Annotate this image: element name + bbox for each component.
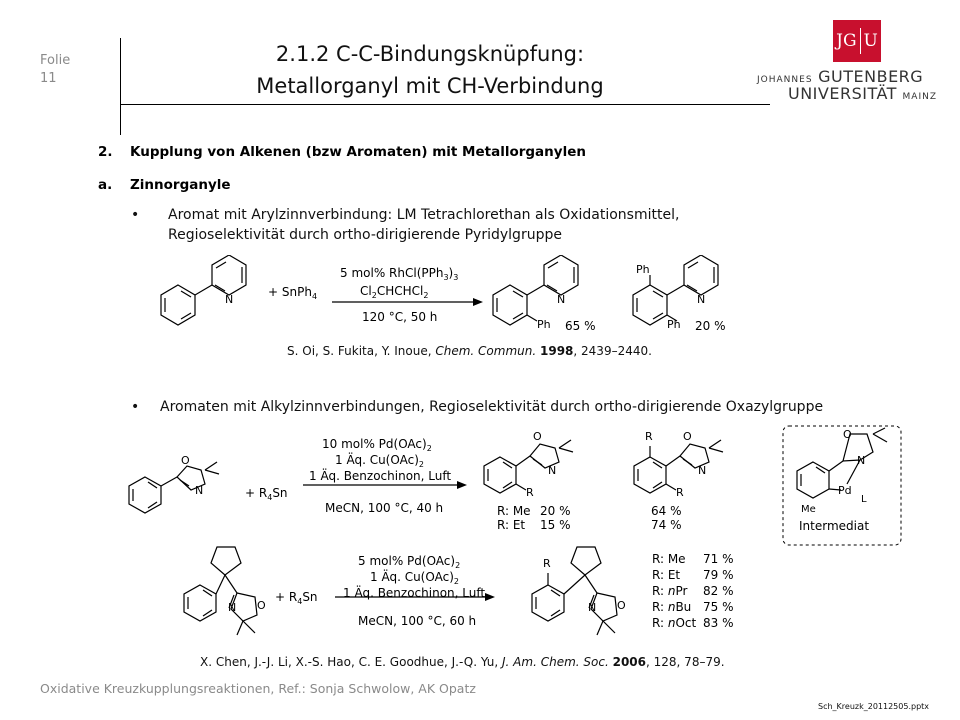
slide-number	[40, 52, 70, 88]
s3-reactant-o: O	[257, 599, 266, 612]
s3-product-r: R	[543, 557, 551, 570]
scheme3-yield-label: R: Me	[652, 552, 686, 566]
scheme3-yield-list	[652, 552, 734, 630]
title-line-1: 2.1.2 C-C-Bindungsknüpfung:	[275, 42, 585, 66]
slide-title	[130, 38, 730, 102]
scheme3-conditions: MeCN, 100 °C, 60 h	[358, 614, 477, 628]
reaction-scheme-1	[150, 255, 740, 350]
logo-universitaet: UNIVERSITÄT	[788, 84, 897, 103]
s2-int-o: O	[843, 428, 852, 441]
scheme2-conditions: MeCN, 100 °C, 40 h	[325, 501, 444, 515]
university-logo-mark	[833, 20, 881, 62]
slide-number-value: 11	[40, 71, 57, 86]
bullet-1-line2: Regioselektivität durch ortho-dirigierende Pyridylgruppe	[168, 227, 562, 243]
s2-pa-o: O	[533, 430, 542, 443]
scheme2-reagent: + $R_4Sn$	[245, 486, 288, 502]
bullet-1	[168, 205, 788, 245]
scheme1-ph-3: Ph	[667, 318, 681, 331]
s2-row1-label: R: Me	[497, 504, 531, 518]
scheme3-yield-value: 75 %	[703, 600, 734, 614]
s3-reactant-n: N	[228, 601, 237, 614]
reaction-scheme-3	[165, 545, 755, 645]
s2-pb-o: O	[683, 430, 692, 443]
scheme3-yield-label: R: nOct	[652, 616, 697, 630]
s2-reactant-o: O	[181, 454, 190, 467]
s2-pb-yield1: 64 %	[651, 504, 682, 518]
footer-text: Oxidative Kreuzkupplungsreaktionen, Ref.: Sonja Schwolow, AK Opatz	[40, 681, 476, 696]
bullet-dot-2: •	[131, 399, 140, 415]
header-divider-vertical	[120, 38, 121, 135]
reference-2	[200, 655, 725, 669]
logo-johannes: JOHANNES	[757, 75, 813, 85]
s2-pb-r2: R	[676, 486, 684, 499]
scheme3-additive: 1 Äq. Benzochinon, Luft	[343, 586, 486, 600]
scheme3-yield-label: R: Et	[652, 568, 681, 582]
scheme3-yield-value: 71 %	[703, 552, 734, 566]
scheme3-yield-value: 82 %	[703, 584, 734, 598]
scheme3-yield-label: R: nBu	[652, 600, 692, 614]
s2-reactant-n: N	[195, 484, 204, 497]
ref2-authors: X. Chen, J.-J. Li, X.-S. Hao, C. E. Goodhue, J.-Q. Yu,	[200, 655, 503, 669]
s2-pb-n: N	[698, 464, 707, 477]
scheme3-catalyst: 5 mol% $Pd(OAc)_2$	[358, 554, 461, 570]
scheme1-ph-2: Ph	[636, 263, 650, 276]
s2-int-n: N	[857, 454, 866, 467]
bullet-dot-1: •	[131, 207, 140, 223]
ref1-pages: , 2439–2440.	[573, 344, 652, 358]
s2-row2-label: R: Et	[497, 518, 526, 532]
scheme1-n-2: N	[557, 293, 566, 306]
scheme3-yield-value: 83 %	[703, 616, 734, 630]
s3-product-o: O	[617, 599, 626, 612]
ref2-year: 2006	[612, 655, 647, 669]
reaction-scheme-2	[125, 422, 905, 547]
scheme3-oxidant: 1 Äq. $Cu(OAc)_2$	[370, 570, 459, 586]
scheme1-n-3: N	[697, 293, 706, 306]
bullet-2: Aromaten mit Alkylzinnverbindungen, Regioselektivität durch ortho-dirigierende Oxazylgruppe	[160, 399, 824, 415]
s2-row1-yield: 20 %	[540, 504, 571, 518]
university-name-line2	[788, 84, 937, 103]
scheme3-yield-label: R: nPr	[652, 584, 688, 598]
heading-2-number: a.	[98, 177, 113, 193]
ref2-journal: J. Am. Chem. Soc.	[502, 655, 609, 669]
slide-number-label: Folie	[40, 53, 71, 68]
scheme1-catalyst: 5 mol% $RhCl(PPh_3)_3$	[340, 266, 459, 282]
logo-jg: JG	[836, 31, 857, 51]
s2-pb-r1: R	[645, 430, 653, 443]
ref2-pages: , 128, 78–79.	[646, 655, 725, 669]
file-name: Sch_Kreuzk_20112505.pptx	[818, 702, 930, 711]
heading-2-text: Zinnorganyle	[130, 177, 231, 193]
s2-int-l: L	[861, 494, 867, 505]
s3-product-n: N	[588, 601, 597, 614]
reference-1	[287, 344, 652, 358]
scheme2-catalyst: 10 mol% $Pd(OAc)_2$	[322, 437, 432, 453]
intermediate-label: Intermediat	[799, 519, 870, 533]
logo-mainz: MAINZ	[902, 92, 938, 102]
title-line-2: Metallorganyl mit CH-Verbindung	[256, 74, 604, 98]
logo-gutenberg: GUTENBERG	[818, 67, 924, 86]
s2-row2-yield: 15 %	[540, 518, 571, 532]
s2-pb-yield2: 74 %	[651, 518, 682, 532]
scheme1-reagent: + SnPh$_4$	[268, 285, 318, 301]
logo-u: U	[863, 31, 878, 51]
s2-int-pd: Pd	[838, 484, 852, 497]
s2-pa-r: R	[526, 486, 534, 499]
heading-1-text: Kupplung von Alkenen (bzw Aromaten) mit Metallorganylen	[130, 144, 586, 160]
bullet-1-line1: Aromat mit Arylzinnverbindung: LM Tetrachlorethan als Oxidationsmittel,	[168, 207, 680, 223]
scheme1-ph-1: Ph	[537, 318, 551, 331]
scheme1-solvent: $Cl_2CHCHCl_2$	[360, 284, 429, 300]
scheme2-additive: 1 Äq. Benzochinon, Luft	[309, 469, 452, 483]
scheme1-n-1: N	[225, 293, 234, 306]
scheme3-yield-value: 79 %	[703, 568, 734, 582]
heading-1-number: 2.	[98, 144, 113, 160]
header-divider-horizontal	[120, 104, 770, 105]
scheme2-oxidant: 1 Äq. $Cu(OAc)_2$	[335, 453, 424, 469]
s2-int-me: Me	[801, 504, 816, 515]
s2-pa-n: N	[548, 464, 557, 477]
ref1-journal: Chem. Commun.	[435, 344, 537, 358]
scheme3-reagent: + $R_4Sn$	[275, 590, 318, 606]
scheme1-yield-1: 65 %	[565, 319, 596, 333]
scheme1-temperature: 120 °C, 50 h	[362, 310, 438, 324]
ref1-authors: S. Oi, S. Fukita, Y. Inoue,	[287, 344, 436, 358]
scheme1-yield-2: 20 %	[695, 319, 726, 333]
ref1-year: 1998	[540, 344, 574, 358]
